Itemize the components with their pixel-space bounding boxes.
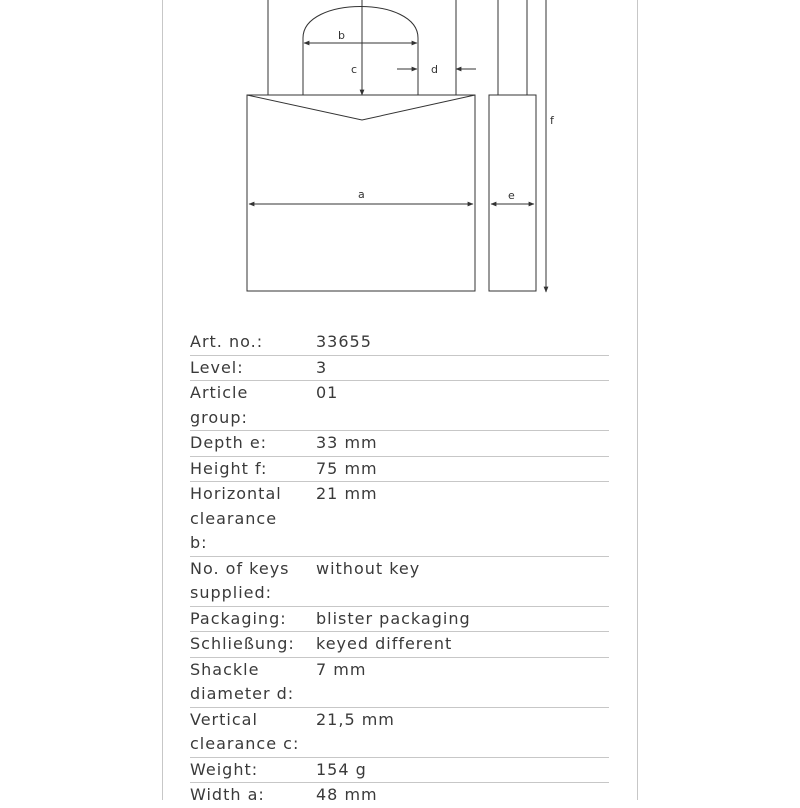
- spec-row-weight: [190, 757, 609, 783]
- spec-label: Art. no.:: [190, 332, 264, 351]
- spec-value: 33 mm: [316, 433, 378, 452]
- dimension-label-d: d: [431, 63, 438, 76]
- spec-value: 48 mm: [316, 785, 378, 804]
- spec-label: Shackle diameter d:: [190, 659, 295, 703]
- dimension-b: [304, 29, 417, 43]
- spec-row-schliessung: [190, 632, 609, 658]
- spec-label: Height f:: [190, 458, 268, 478]
- lock-side-view: [489, 0, 536, 291]
- spec-row-width: [190, 783, 609, 808]
- spec-label: Article group:: [190, 383, 249, 427]
- dimension-c: [351, 0, 362, 95]
- spec-row-packaging: [190, 606, 609, 632]
- spec-label: Schließung:: [190, 634, 295, 653]
- spec-label: Packaging:: [190, 608, 287, 628]
- dimension-label-c: c: [351, 63, 358, 76]
- spec-value: 7 mm: [316, 659, 367, 679]
- spec-value: 01: [316, 383, 339, 402]
- spec-row-art-no: [190, 330, 609, 355]
- spec-row-horizontal-clearance: [190, 482, 609, 557]
- spec-row-vertical-clearance: [190, 707, 609, 757]
- spec-value: 21 mm: [316, 484, 378, 503]
- spec-label: Depth e:: [190, 433, 268, 452]
- dimension-label-e: e: [508, 189, 515, 202]
- dimension-a: [249, 188, 473, 204]
- spec-value: 75 mm: [316, 458, 378, 478]
- spec-label: Horizontal clearance b:: [190, 484, 282, 552]
- spec-value: 3: [316, 357, 328, 377]
- spec-row-shackle-diameter: [190, 657, 609, 707]
- spec-value: 154 g: [316, 759, 367, 779]
- dimension-d: [397, 63, 476, 76]
- dimension-label-b: b: [338, 29, 345, 42]
- spec-value: without key: [316, 558, 421, 578]
- spec-value: keyed different: [316, 634, 453, 653]
- spec-label: Width a:: [190, 785, 265, 804]
- spec-row-article-group: [190, 381, 609, 431]
- spec-value: 33655: [316, 332, 372, 351]
- spec-value: 21,5 mm: [316, 709, 395, 729]
- spec-value: blister packaging: [316, 608, 471, 628]
- spec-label: Level:: [190, 357, 244, 377]
- dimension-label-a: a: [358, 188, 365, 201]
- dimension-label-f: f: [550, 114, 554, 127]
- spec-row-depth: [190, 431, 609, 457]
- specification-table: [190, 330, 609, 808]
- dimension-e: [491, 189, 534, 204]
- spec-row-keys-supplied: [190, 556, 609, 606]
- padlock-dimension-diagram: [0, 0, 800, 310]
- spec-label: Vertical clearance c:: [190, 709, 300, 753]
- dimension-f: [546, 0, 555, 292]
- spec-row-height: [190, 456, 609, 482]
- spec-row-level: [190, 355, 609, 381]
- spec-label: Weight:: [190, 759, 259, 779]
- spec-label: No. of keys supplied:: [190, 558, 290, 602]
